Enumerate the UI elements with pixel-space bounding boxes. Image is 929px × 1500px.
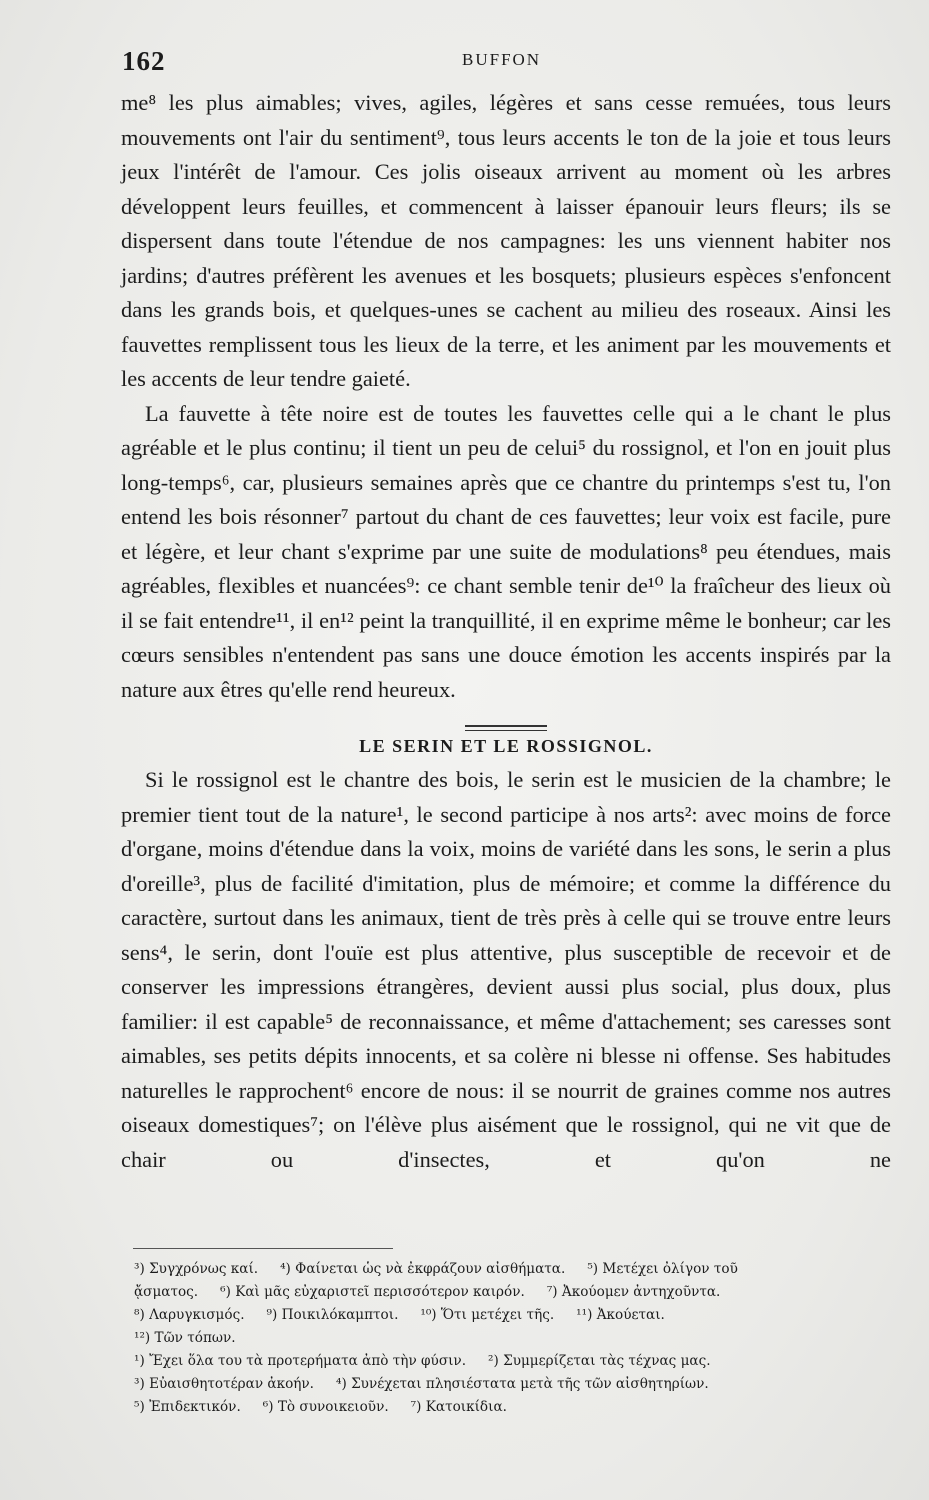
footnote: ⁷) Ἀκούομεν ἀντηχοῦντα. <box>546 1284 721 1300</box>
footnote: ¹) Ἔχει ὅλα του τὰ προτερήματα ἀπὸ τὴν φύσιν. <box>134 1353 467 1369</box>
footnote: ⁹) Ποικιλόκαμπτοι. <box>266 1307 399 1323</box>
body-text <box>121 86 891 1177</box>
footnote: ᾄσματος. <box>134 1284 199 1300</box>
section-divider <box>121 707 891 731</box>
footnote: ⁶) Καὶ μᾶς εὐχαριστεῖ περισσότερον καιρόν. <box>220 1284 525 1300</box>
footnote: ¹⁰) Ὅτι μετέχει τῆς. <box>420 1307 555 1323</box>
footnote-line <box>134 1258 894 1281</box>
footnote-line <box>134 1350 894 1373</box>
running-head: BUFFON <box>462 50 542 69</box>
paragraph-continuation: me⁸ les plus aimables; vives, agiles, légères et sans cesse remuées, tous leurs mouvements ont l'air du sentiment⁹, tous leurs accents le ton de la joie et tous leurs jeux l'intérêt de l'amour. Ces jolis oiseaux arrivent au moment où les arbres développent leurs feuilles, et commencent à laisser épanouir leurs fleurs; ils se dispersent dans toute l'étendue de nos campagnes: les uns viennent habiter nos jardins; d'autres préfèrent les avenues et les bosquets; plusieurs espèces s'enfoncent dans les grands bois, et quelques-unes se cachent au milieu des roseaux. Ainsi les fauvettes remplissent tous les lieux de la terre, et les animent par les mouvements et les accents de leur tendre gaieté. <box>121 90 891 391</box>
footnote: ⁴) Φαίνεται ὡς νὰ ἐκφράζουν αἰσθήματα. <box>280 1261 566 1277</box>
paragraph-serin: Si le rossignol est le chantre des bois, le serin est le musicien de la chambre; le premier tient tout de la nature¹, le second participe à nos arts²: avec moins de force d'organe, moins d'étendue dans la voix, moins de variété dans les sons, le serin a plus d'oreille³, plus de facilité d'imitation, plus de mémoire; et comme la différence du caractère, surtout dans les animaux, tient de très près à celle qui se trouve entre leurs sens⁴, le serin, dont l'ouïe est plus attentive, plus susceptible de recevoir et de conserver les impressions étrangères, devient aussi plus social, plus doux, plus familier: il est capable⁵ de reconnaissance, et même d'attachement; ses caresses sont aimables, ses petits dépits innocents, et sa colère ni blesse ni offense. Ses habitudes naturelles le rapprochent⁶ encore de nous: il se nourrit de graines comme nos autres oiseaux domestiques⁷; on l'élève plus aisément que le rossignol, qui ne vit que de chair ou d'insectes, et qu'on ne <box>121 767 891 1172</box>
section-title: LE SERIN ET LE ROSSIGNOL. <box>359 736 653 756</box>
footnote: ³) Συγχρόνως καί. <box>134 1261 259 1277</box>
footnote-line <box>134 1327 894 1350</box>
footnote: ¹¹) Ἀκούεται. <box>576 1307 665 1323</box>
footnote: ²) Συμμερίζεται τὰς τέχνας μας. <box>488 1353 711 1369</box>
footnote: ⁵) Μετέχει ὀλίγον τοῦ <box>587 1261 738 1277</box>
divider-rule <box>465 725 547 731</box>
footnote-rule <box>133 1248 393 1249</box>
footnote-line <box>134 1304 894 1327</box>
footnote: ⁶) Τὸ συνοικειοῦν. <box>262 1399 389 1415</box>
page-header <box>122 44 892 78</box>
footnote-line <box>134 1281 894 1304</box>
paragraph-fauvette: La fauvette à tête noire est de toutes les fauvettes celle qui a le chant le plus agréable et le plus continu; il tient un peu de celui⁵ du rossignol, et l'on en jouit plus long-temps⁶, car, plusieurs semaines après que ce chantre du printemps s'est tu, l'on entend les bois résonner⁷ partout du chant de ces fauvettes; leur voix est facile, pure et légère, et leur chant s'exprime par une suite de modulations⁸ peu étendues, mais agréables, flexibles et nuancées⁹: ce chant semble tenir de¹⁰ la fraîcheur des lieux où il se fait entendre¹¹, il en¹² peint la tranquillité, il en exprime même le bonheur; car les cœurs sensibles n'entendent pas sans une douce émotion les accents inspirés par la nature aux êtres qu'elle rend heureux. <box>121 400 891 702</box>
footnote: ⁷) Κατοικίδια. <box>410 1399 507 1415</box>
footnote: ¹²) Τῶν τόπων. <box>134 1330 236 1346</box>
footnote-line <box>134 1373 894 1396</box>
footnote: ⁵) Ἐπιδεκτικόν. <box>134 1399 241 1415</box>
footnote-line <box>134 1396 894 1419</box>
footnote: ⁴) Συνέχεται πλησιέστατα μετὰ τῆς τῶν αἰσθητηρίων. <box>336 1376 709 1392</box>
footnote: ⁸) Λαρυγκισμός. <box>134 1307 245 1323</box>
footnotes <box>134 1258 894 1419</box>
page-number: 162 <box>122 46 166 76</box>
footnote: ³) Εὐαισθητοτέραν ἀκοήν. <box>134 1376 314 1392</box>
